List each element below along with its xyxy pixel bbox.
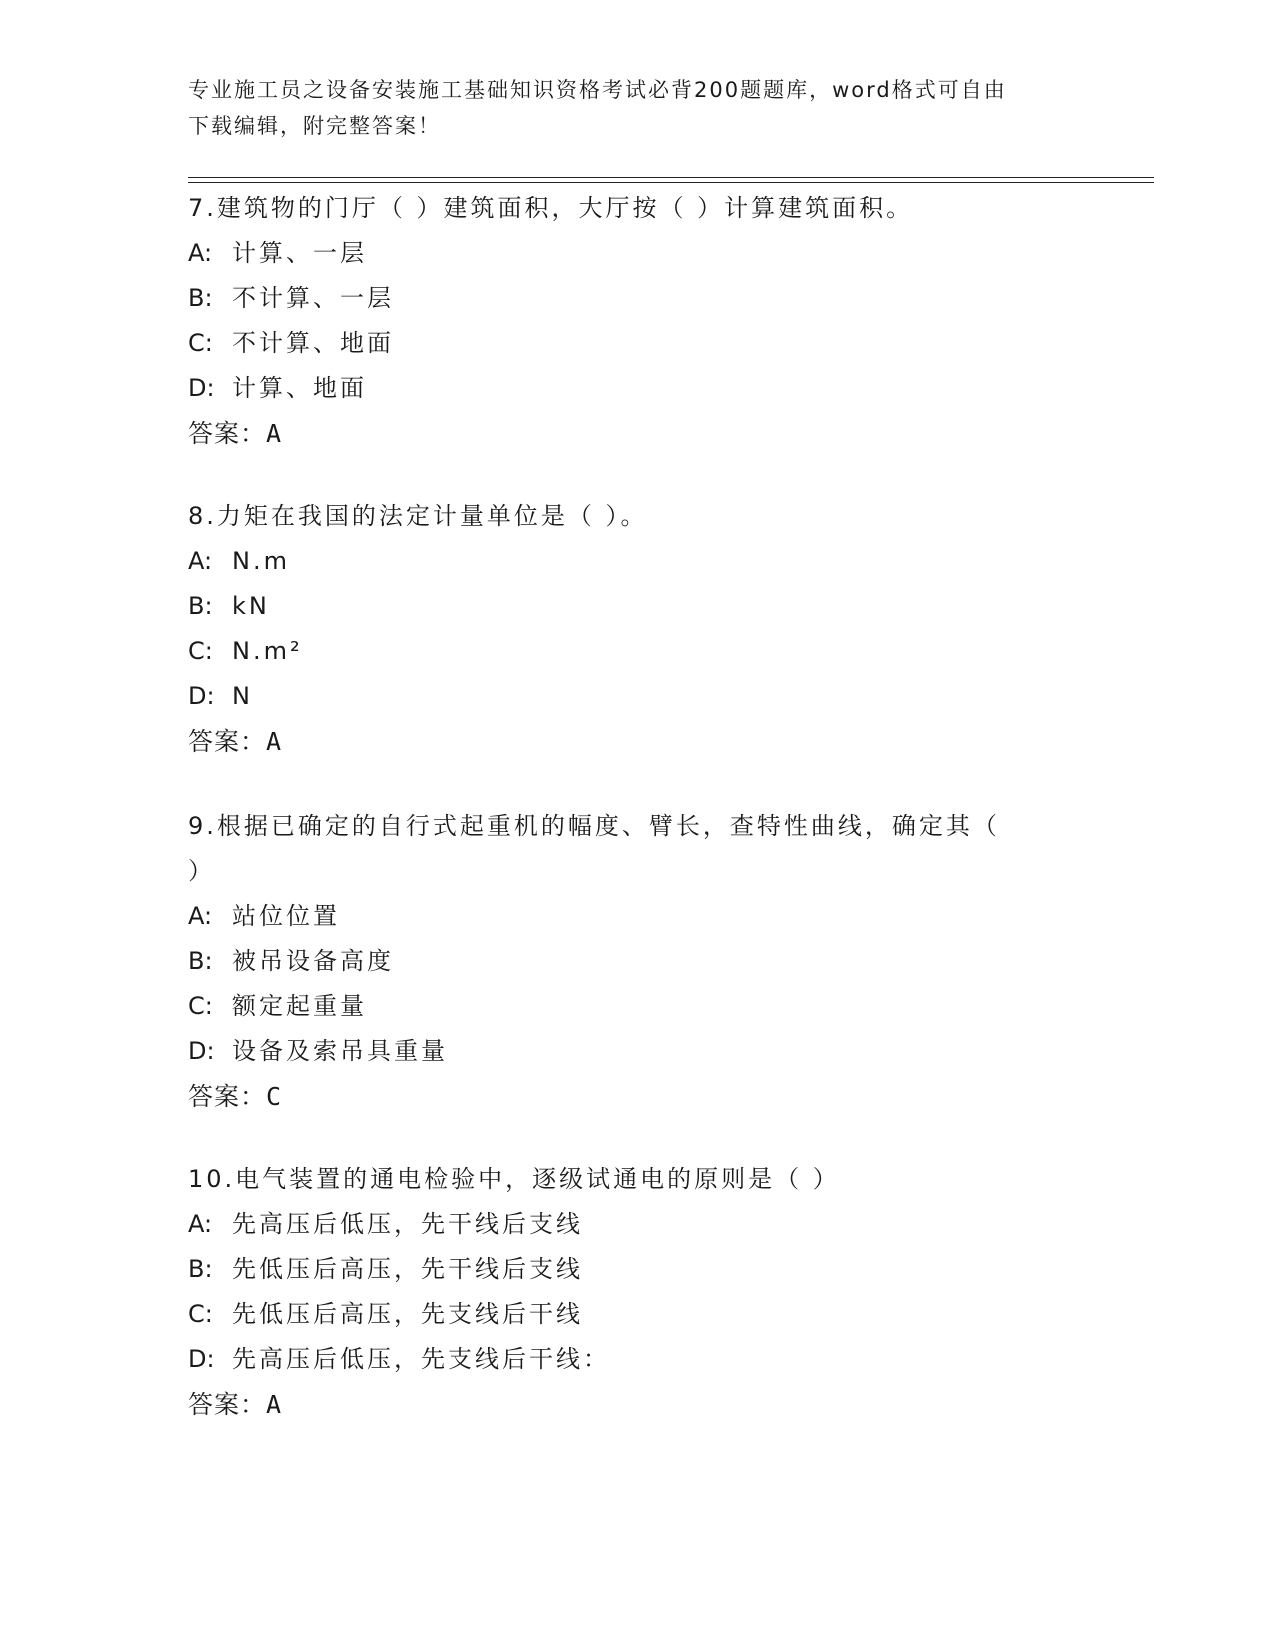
answer-value: C: [266, 1082, 283, 1111]
answer-label: 答案：: [188, 1082, 267, 1111]
answer-line: [188, 1382, 1088, 1427]
question-stem: 9.根据已确定的自行式起重机的幅度、臂长，查特性曲线，确定其（: [188, 812, 1000, 840]
option-text: 先高压后低压，先干线后支线: [232, 1210, 583, 1238]
option-text: 计算、地面: [232, 374, 367, 402]
option-c: [188, 1292, 1088, 1337]
question-8: [188, 494, 1088, 764]
option-key: D:: [188, 374, 215, 402]
option-key: A:: [188, 547, 213, 575]
option-key: C:: [188, 992, 213, 1020]
option-c: [188, 984, 1088, 1029]
option-text: 先低压后高压，先干线后支线: [232, 1255, 583, 1283]
option-key: B:: [188, 1255, 213, 1283]
option-text: 计算、一层: [232, 239, 367, 267]
option-b: [188, 939, 1088, 984]
header-title-line2: 下载编辑，附完整答案！: [188, 114, 441, 138]
option-text: 额定起重量: [232, 992, 367, 1020]
option-d: [188, 674, 1088, 719]
option-text: 被吊设备高度: [232, 947, 394, 975]
option-text: 不计算、一层: [232, 284, 394, 312]
option-d: [188, 1337, 1088, 1382]
header-title-line1: 专业施工员之设备安装施工基础知识资格考试必背200题题库，word格式可自由: [188, 78, 1007, 102]
option-text: 站位位置: [232, 902, 340, 930]
option-key: D:: [188, 682, 215, 710]
answer-label: 答案：: [188, 419, 267, 448]
option-c: [188, 629, 1088, 674]
option-text: 先高压后低压，先支线后干线：: [232, 1345, 610, 1373]
document-header: [188, 72, 1068, 144]
answer-value: A: [266, 1390, 283, 1419]
question-10: [188, 1157, 1088, 1427]
option-a: [188, 894, 1088, 939]
option-b: [188, 584, 1088, 629]
answer-line: [188, 1074, 1088, 1119]
option-key: C:: [188, 637, 213, 665]
option-text: 不计算、地面: [232, 329, 394, 357]
option-key: C:: [188, 1300, 213, 1328]
option-d: [188, 366, 1088, 411]
option-text: N: [232, 682, 253, 710]
option-key: B:: [188, 284, 213, 312]
option-key: C:: [188, 329, 213, 357]
option-key: B:: [188, 592, 213, 620]
option-a: [188, 539, 1088, 584]
answer-label: 答案：: [188, 727, 267, 756]
option-d: [188, 1029, 1088, 1074]
question-stem-continued: ）: [188, 857, 215, 885]
option-a: [188, 231, 1088, 276]
option-text: N.m: [232, 547, 290, 575]
question-stem: 10.电气装置的通电检验中，逐级试通电的原则是（ ）: [188, 1165, 840, 1193]
option-text: 设备及索吊具重量: [232, 1037, 448, 1065]
answer-line: [188, 411, 1088, 456]
answer-line: [188, 719, 1088, 764]
option-text: N.m²: [232, 637, 303, 665]
option-key: A:: [188, 1210, 213, 1238]
option-a: [188, 1202, 1088, 1247]
question-stem: 8.力矩在我国的法定计量单位是（ ）。: [188, 502, 648, 530]
option-text: 先低压后高压，先支线后干线: [232, 1300, 583, 1328]
question-9: [188, 804, 1088, 1119]
answer-label: 答案：: [188, 1390, 267, 1419]
option-key: B:: [188, 947, 213, 975]
option-b: [188, 276, 1088, 321]
option-c: [188, 321, 1088, 366]
option-key: A:: [188, 902, 213, 930]
option-key: A:: [188, 239, 213, 267]
option-key: D:: [188, 1345, 215, 1373]
answer-value: A: [266, 419, 283, 448]
header-divider-bottom: [188, 182, 1154, 183]
option-key: D:: [188, 1037, 215, 1065]
question-stem: 7.建筑物的门厅（ ）建筑面积，大厅按（ ）计算建筑面积。: [188, 194, 914, 222]
answer-value: A: [266, 727, 283, 756]
option-text: kN: [232, 592, 270, 620]
question-7: [188, 186, 1088, 456]
header-divider-top: [188, 177, 1154, 178]
option-b: [188, 1247, 1088, 1292]
